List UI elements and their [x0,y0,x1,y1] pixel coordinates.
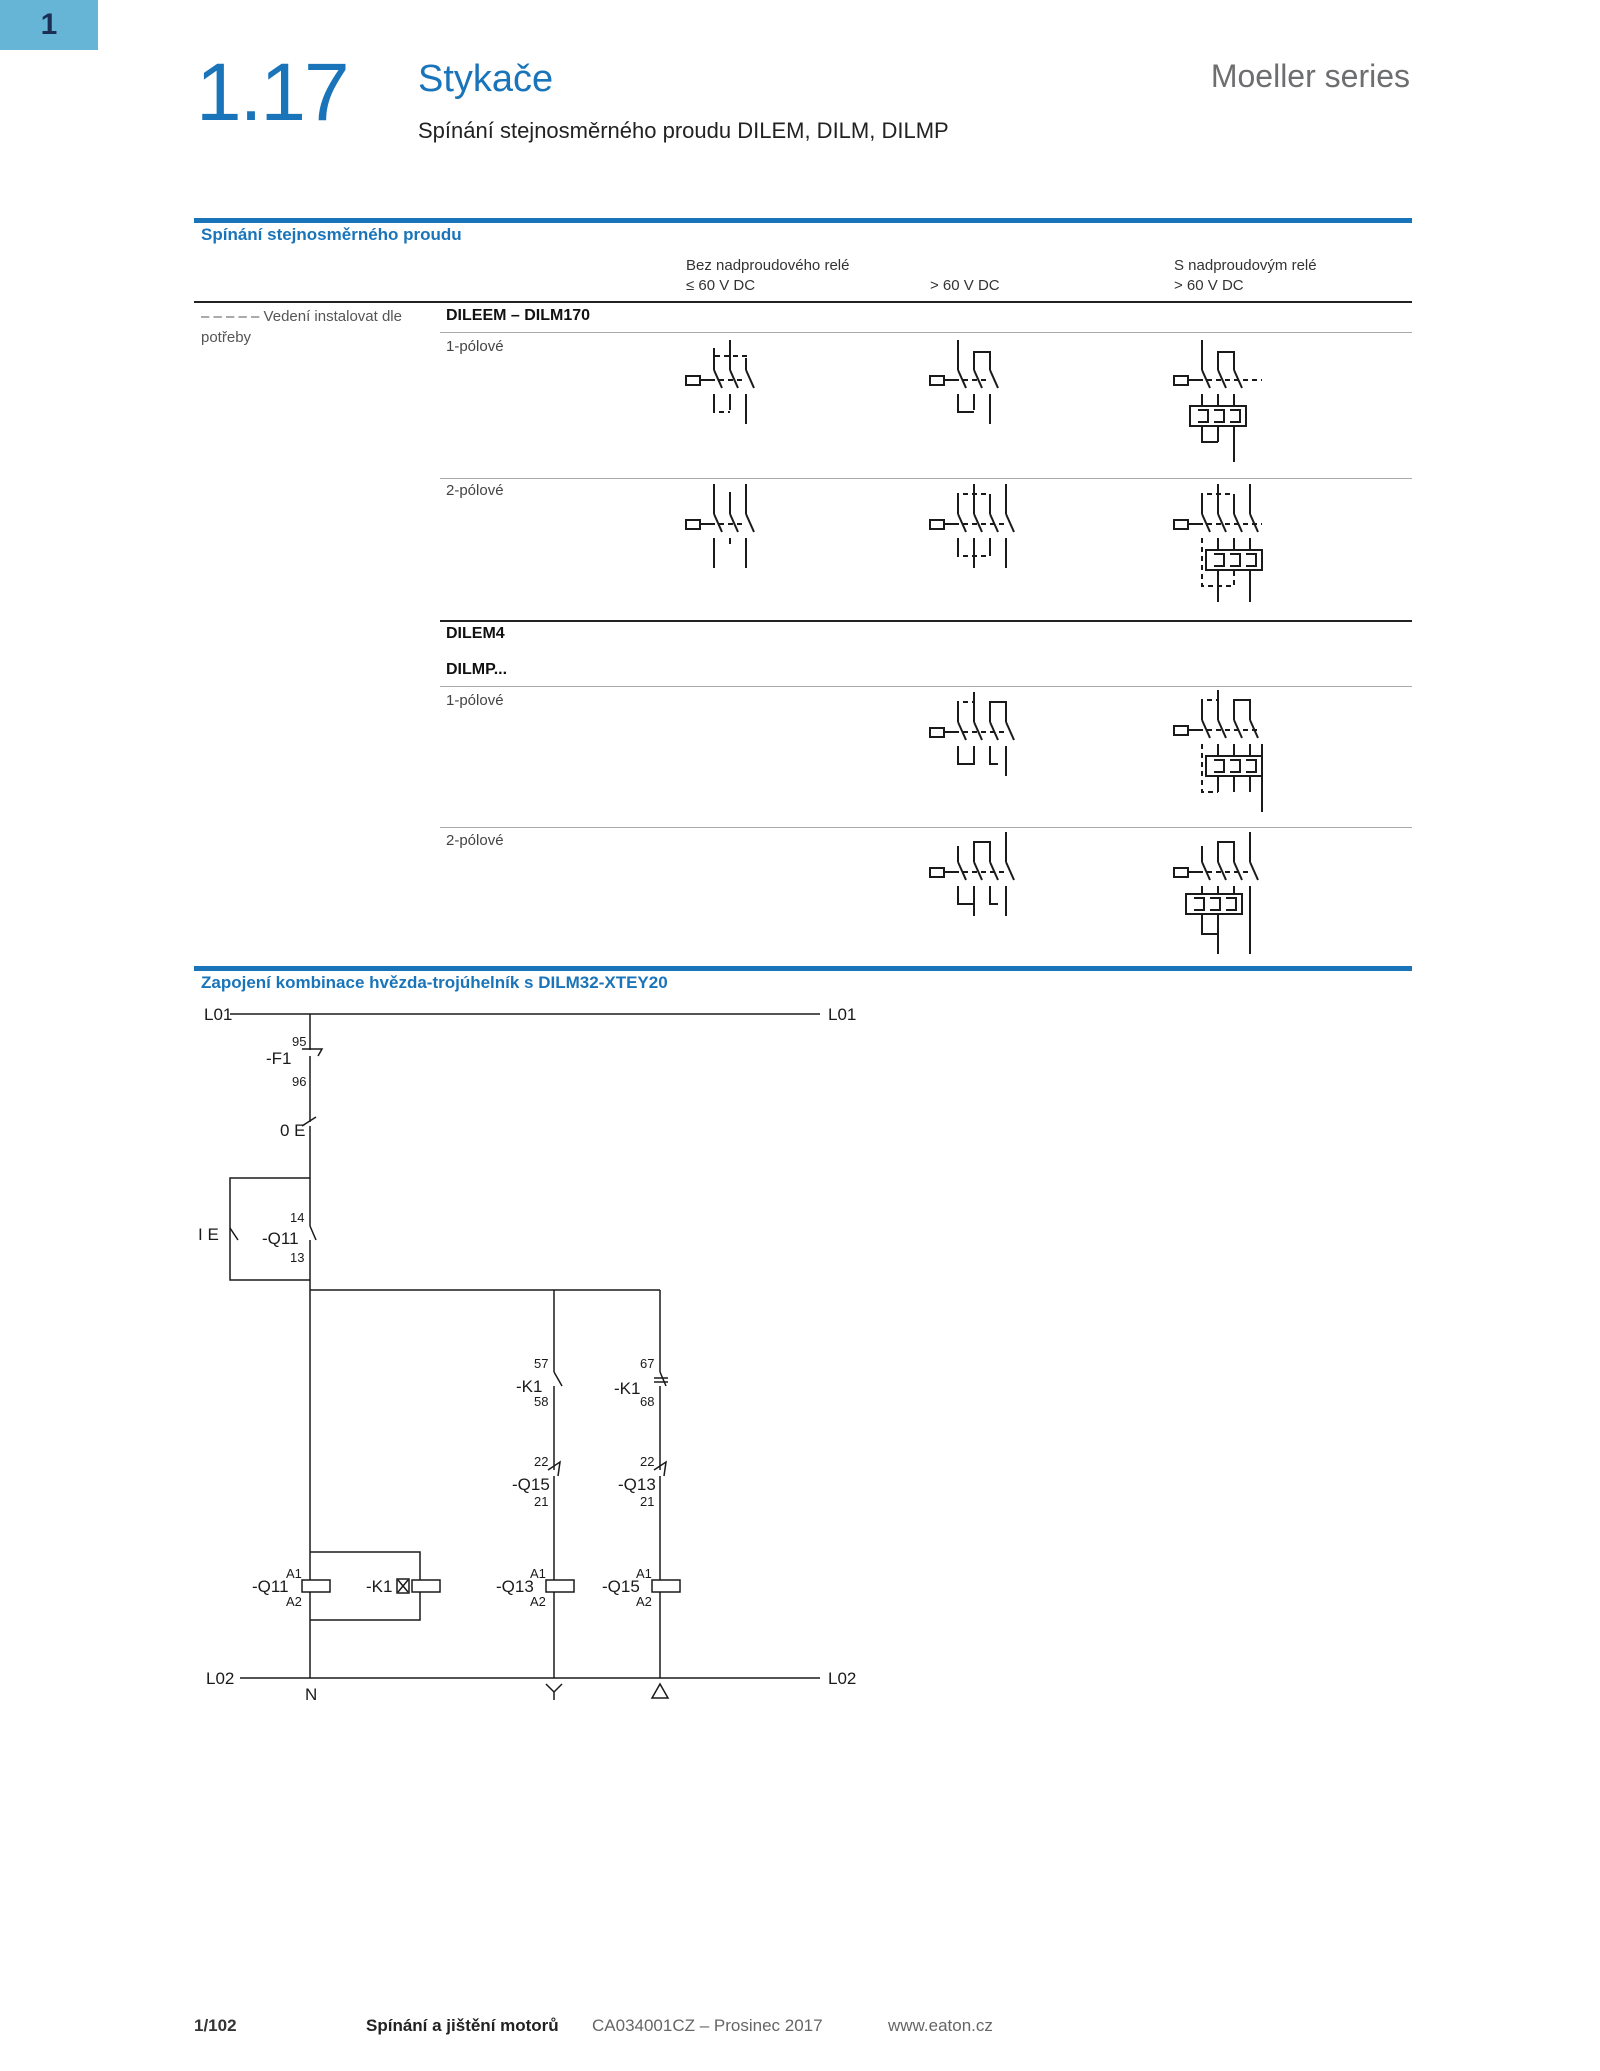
series-name-dilmp: DILMP... [446,661,508,678]
q11-hold-contact [310,1226,316,1240]
circuit-symbol-dilmp-1pole-with-relay [1172,688,1282,818]
series-label: Moeller series [1210,58,1410,94]
section-rule [194,966,1412,971]
table-header-rule [194,301,1412,303]
k1-terminal-67: 67 [640,1356,655,1371]
q13-coil [546,1580,574,1592]
column-header-over-60v: > 60 V DC [930,277,1000,294]
k1-timer-coil [412,1580,440,1592]
q11-terminal-13: 13 [290,1250,305,1265]
q11-coil-a2: A2 [286,1594,302,1609]
q15-nc-label: -Q15 [512,1475,550,1494]
q15-coil [652,1580,680,1592]
circuit-symbol-dilmp-2pole-with-relay [1172,830,1282,960]
circuit-symbol-dilmp-1pole-over-60v [928,690,1038,790]
circuit-symbol-2pole-with-relay [1172,482,1282,612]
k1-terminal-57: 57 [534,1356,549,1371]
page-subtitle: Spínání stejnosměrného proudu DILEM, DILM, DILMP [418,118,949,143]
k1-coil-label: -K1 [366,1577,393,1596]
column-header-line: > 60 V DC [1174,277,1244,294]
q13-coil-a1: A1 [530,1566,546,1581]
section-title-dc-switching: Spínání stejnosměrného proudu [201,225,462,244]
circuit-symbol-dilmp-2pole-over-60v [928,830,1038,930]
q15-terminal-22: 22 [534,1454,549,1469]
on-pushbutton [230,1228,238,1240]
neutral-label: N [305,1685,318,1704]
q11-aux-label: -Q11 [262,1229,299,1248]
q11-coil [302,1580,330,1592]
k1-delayed-contact-67 [654,1372,668,1386]
on-button-label: I E [198,1225,219,1244]
q15-coil-a1: A1 [636,1566,652,1581]
chapter-number: 1.17 [196,47,348,138]
row-rule [440,827,1412,828]
circuit-symbol-1pole-no-relay [684,338,794,438]
circuit-symbol-2pole-no-relay [684,482,794,582]
row-label-2-pole: 2-pólové [446,482,504,499]
l01-label-left: L01 [204,1005,233,1024]
circuit-symbol-1pole-with-relay [1172,338,1282,468]
q11-terminal-14: 14 [290,1210,305,1225]
chapter-side-tab[interactable]: 1 [0,0,98,50]
footer-catalog: CA034001CZ – Prosinec 2017 [592,2016,823,2035]
q11-coil-a1: A1 [286,1566,302,1581]
star-icon [546,1684,562,1700]
column-header-line: S nadproudovým relé [1174,257,1317,274]
column-header-with-relay [1174,256,1317,296]
k1-nc-contact-57 [554,1372,562,1386]
row-rule [440,686,1412,687]
q13-nc-label: -Q13 [618,1475,656,1494]
dashed-line-legend: – – – – – Vedení instalovat dle potřeby [201,308,402,346]
l02-label-left: L02 [206,1669,235,1688]
circuit-symbol-2pole-over-60v [928,482,1038,582]
l01-label-right: L01 [828,1005,857,1024]
q15-coil-a2: A2 [636,1594,652,1609]
f1-terminal-95: 95 [292,1034,307,1049]
q13-terminal-21: 21 [640,1494,655,1509]
f1-overload-contact [302,1049,322,1056]
k1-terminal-68: 68 [640,1394,655,1409]
series-name-dileem: DILEEM – DILM170 [446,307,591,324]
column-header-line: ≤ 60 V DC [686,277,756,294]
f1-terminal-96: 96 [292,1074,307,1089]
footer-web-link[interactable]: www.eaton.cz [888,2016,993,2035]
row-label-2-pole: 2-pólové [446,832,504,849]
k1-terminal-58: 58 [534,1394,549,1409]
q11-coil-label: -Q11 [252,1577,289,1596]
k1-contact-67-label: -K1 [614,1379,641,1398]
page-title: Stykače [418,58,554,100]
off-button-label: 0 E [280,1121,306,1140]
footer-section: Spínání a jištění motorů [366,2016,559,2035]
section-rule [194,218,1412,223]
star-delta-wiring-diagram [190,1000,890,1720]
row-rule [440,478,1412,479]
q13-coil-a2: A2 [530,1594,546,1609]
f1-label: -F1 [266,1049,292,1068]
group-rule [440,620,1412,622]
q13-coil-label: -Q13 [496,1577,534,1596]
row-label-1-pole: 1-pólové [446,338,504,355]
delta-icon [652,1684,668,1698]
q15-coil-label: -Q15 [602,1577,640,1596]
series-name-dilem4: DILEM4 [446,625,505,642]
q15-terminal-21: 21 [534,1494,549,1509]
l02-label-right: L02 [828,1669,857,1688]
footer-page-number: 1/102 [194,2016,237,2035]
column-header-line: Bez nadproudového relé [686,257,850,274]
circuit-symbol-1pole-over-60v [928,338,1038,438]
q13-terminal-22: 22 [640,1454,655,1469]
k1-contact-57-label: -K1 [516,1377,543,1396]
column-header-no-relay [686,256,849,296]
row-rule [440,332,1412,333]
section-title-star-delta: Zapojení kombinace hvězda-trojúhelník s DILM32-XTEY20 [201,973,668,992]
row-label-1-pole: 1-pólové [446,692,504,709]
